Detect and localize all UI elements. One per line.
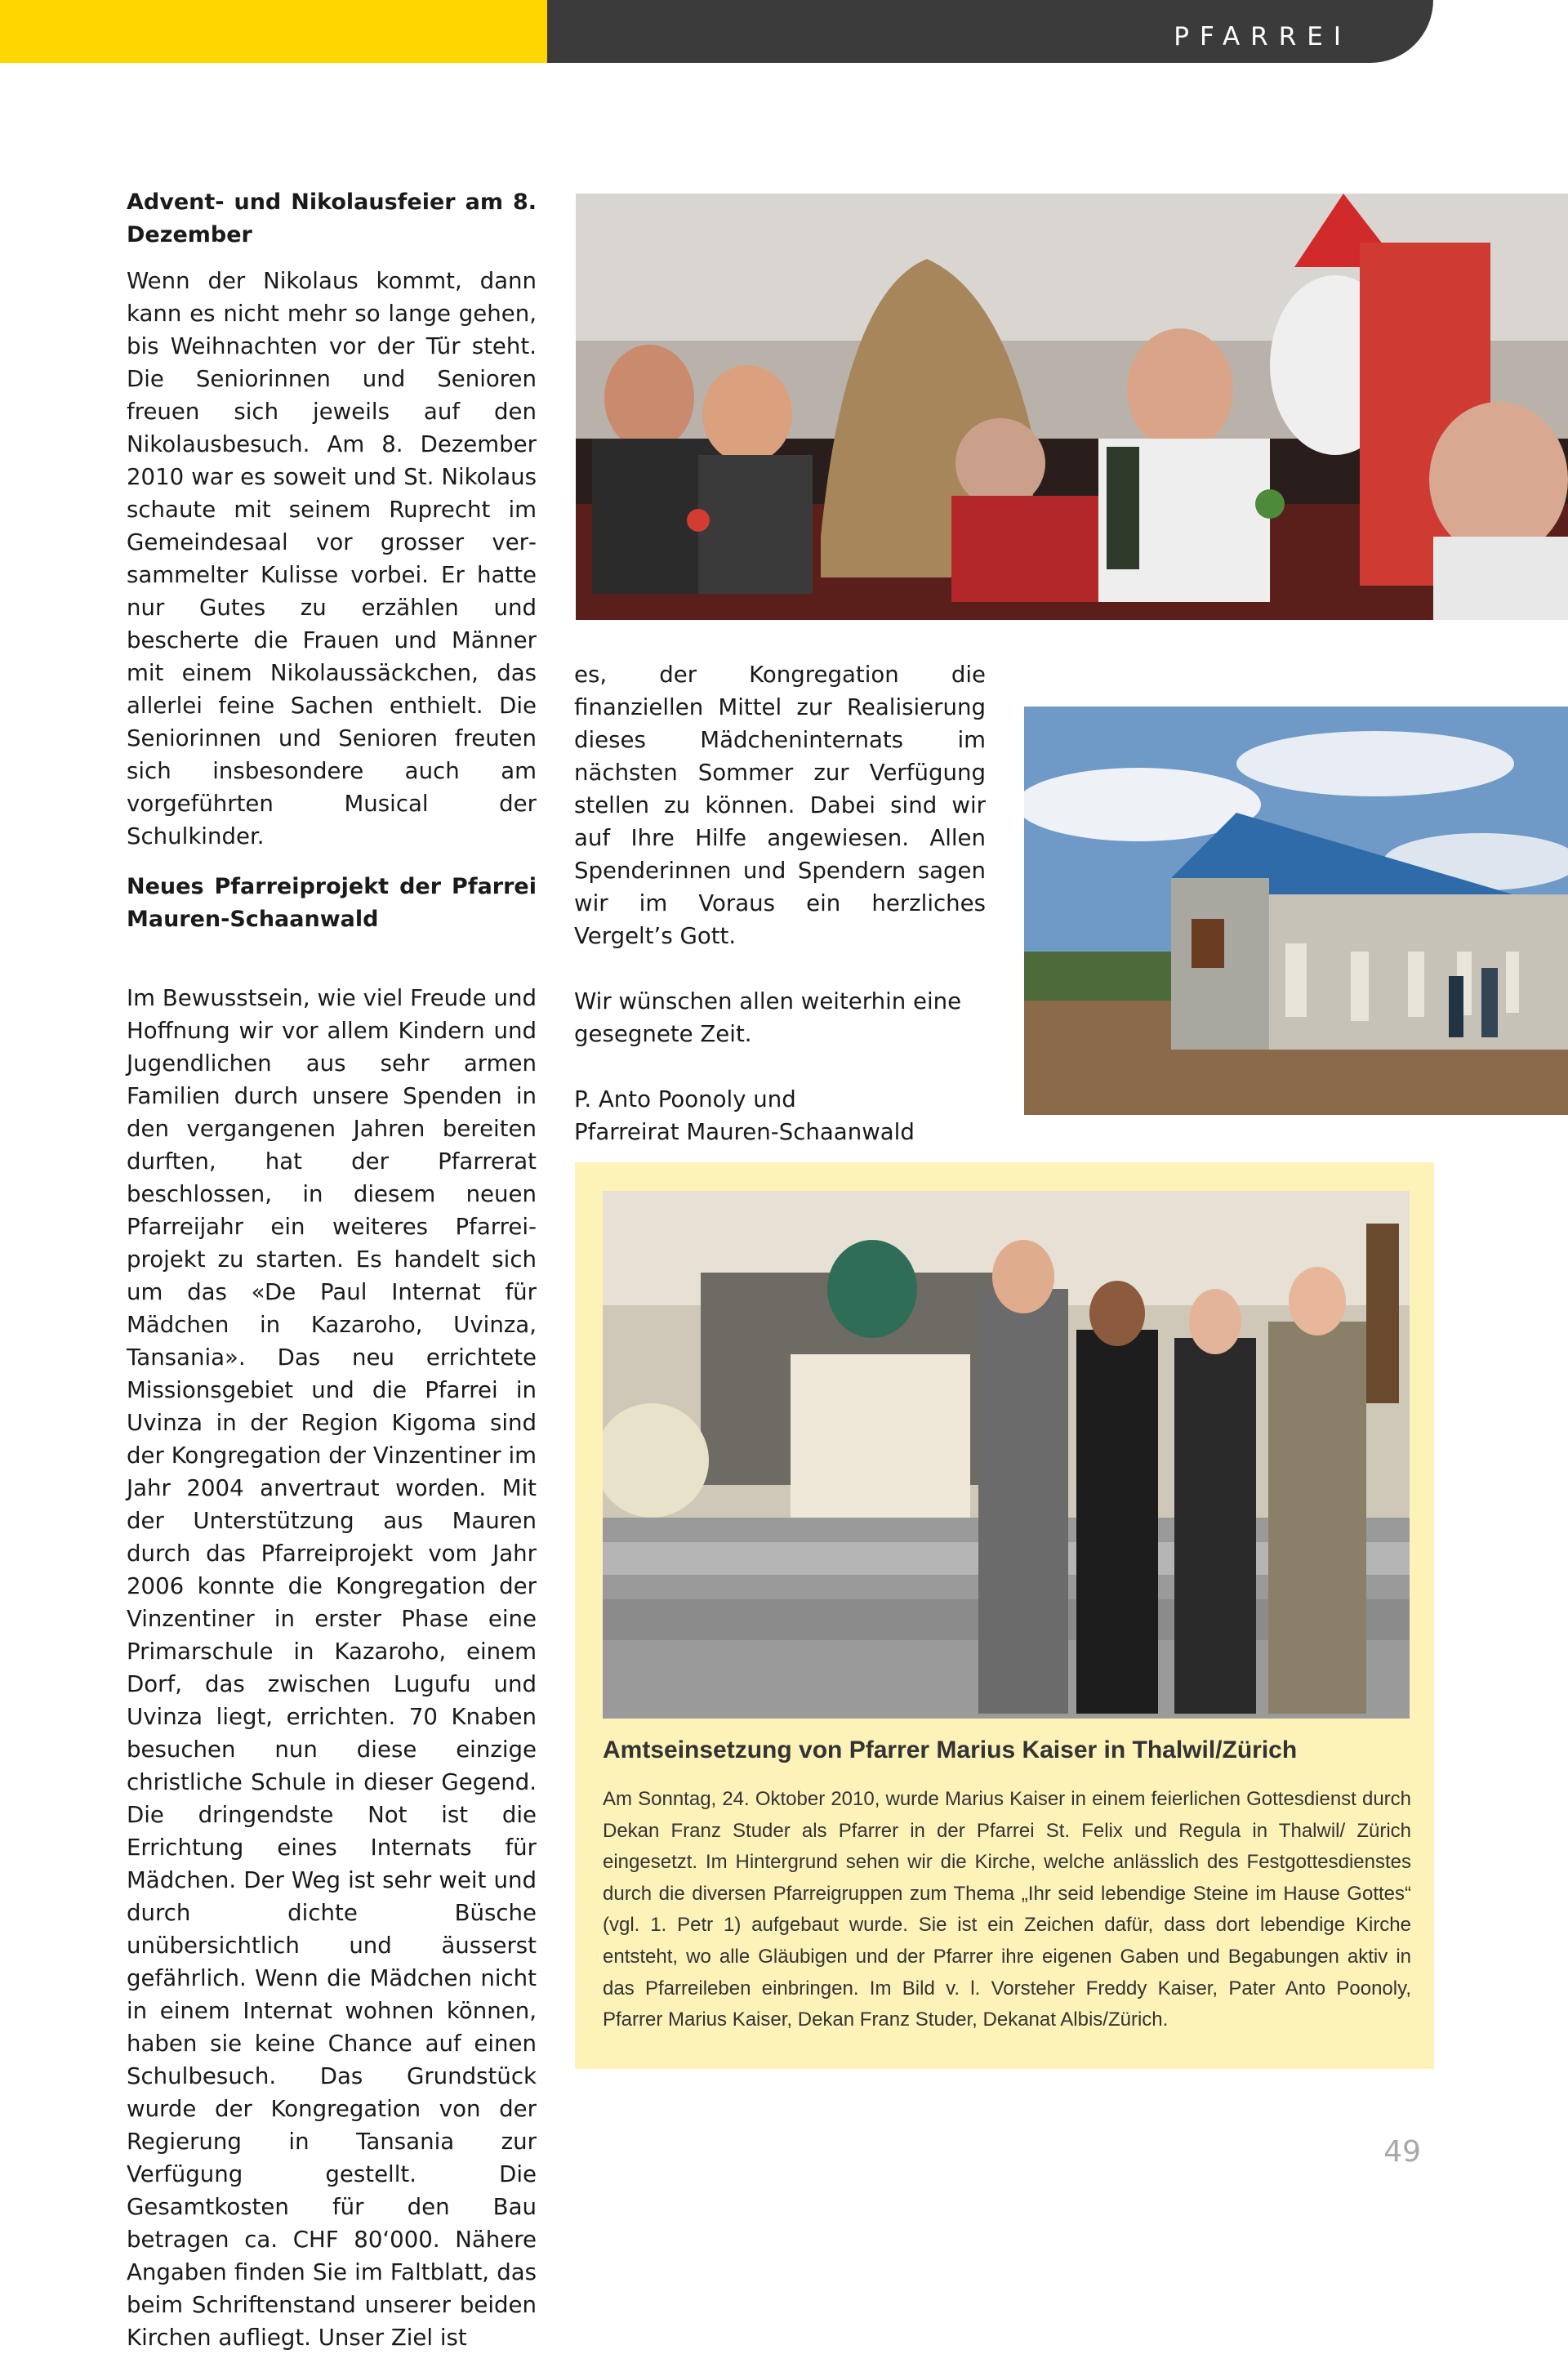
middle-column [574,658,986,1148]
internat-building-photo [1024,707,1568,1115]
article2-body: Im Bewusstsein, wie viel Freude und Hoffnung wir vor allem Kindern und Jugendlichen aus sehr armen Familien durch unsere Spenden in den vergangenen Jahren bereiten durften, hat der Pfarrerat beschlossen, in diesem neuen Pfarreijahr ein weiteres Pfarreiprojekt zu starten. Es handelt sich um das «De Paul Internat für Mädchen in Kazaroho, Uvinza, Tansania». Das neu errichtete Missionsgebiet und die Pfarrei in Uvinza in der Region Kigoma sind der Kongregation der Vinzentiner im Jahr 2004 anvertraut worden. Mit der Unterstützung aus Mauren durch das Pfarreiprojekt vom Jahr 2006 konnte die Kongregation der Vinzentiner in erster Phase eine Primarschule in Kazaroho, einem Dorf, das zwischen Lugufu und Uvinza liegt, errichten. 70 Knaben besuchen nun diese einzige christliche Schule in dieser Gegend. Die dringendste Not ist die Errichtung eines Internats für Mädchen. Der Weg ist sehr weit und durch dichte Büsche unübersichtlich und äusserst gefährlich. Wenn die Mädchen nicht in einem Internat wohnen können, haben sie keine Chance auf einen Schulbesuch. Das Grundstück wurde der Kongregation von der Regierung in Tansania zur Verfügung gestellt. Die Gesamtkosten für den Bau betragen ca. CHF 80‘000. Nähere Angaben finden Sie im Faltblatt, das beim Schriftenstand unserer beiden Kirchen aufliegt. Unser Ziel ist [127,984,537,2351]
article2-continuation: es, der Kongregation die finanziellen Mittel zur Realisierung dieses Mädcheninternats im nächsten Sommer zur Verfügung stellen zu können. Dabei sind wir auf Ihre Hilfe angewiesen. Allen Spenderinnen und Spendern sagen wir im Voraus ein herzliches Vergelt’s Gott. [574,661,986,949]
article1-title: Advent- und Nikolausfeier am 8. Dezember [127,189,537,247]
closing-greeting: Wir wünschen allen weiterhin eine gesegnete Zeit. [574,988,962,1047]
header-accent-bar [0,0,547,63]
amtseinsetzung-photo [603,1191,1410,1719]
signature-line1: P. Anto Poonoly und [574,1086,796,1112]
article2-title: Neues Pfarreiprojekt der Pfarrei Mauren-Schaanwald [127,874,537,932]
article1-body: Wenn der Nikolaus kommt, dann kann es nicht mehr so lange gehen, bis Weihnachten vor der Tür steht. Die Seniorinnen und Senioren freuen sich jeweils auf den Nikolausbesuch. Am 8. Dezember 2010 war es soweit und St. Nikolaus schaute mit seinem Ruprecht im Gemeindesaal vor grosser versammelter Kulisse vorbei. Er hatte nur Gutes zu erzählen und bescherte die Frauen und Männer mit einem Nikolaussäckchen, das allerlei feine Sachen enthielt. Die Seniorinnen und Senioren freuten sich insbesondere auch am vorgeführten Musical der Schulkinder. [127,267,537,849]
page-number: 49 [1383,2135,1421,2169]
section-label: PFARREI [1174,22,1352,51]
infobox-body: Am Sonntag, 24. Oktober 2010, wurde Marius Kaiser in einem feierlichen Gottesdienst durch Dekan Franz Studer als Pfarrer in der Pfarrei St. Felix und Regula in Thalwil/ Zürich eingesetzt. Im Hintergrund sehen wir die Kirche, welche anlässlich des Festgottesdienstes durch die diversen Pfarreigruppen zum Thema „Ihr seid lebendige Steine im Hause Gottes“ (vgl. 1. Petr 1) aufgebaut wurde. Sie ist ein Zeichen dafür, dass dort lebendige Kirche entsteht, wo alle Gläubigen und der Pfarrer ihre eigenen Gaben und Begabungen aktiv in das Pfarreileben einbringen. Im Bild v. l. Vorsteher Freddy Kaiser, Pater Anto Poonoly, Pfarrer Marius Kaiser, Dekan Franz Studer, Dekanat Albis/Zürich. [603,1788,1411,2031]
signature-line2: Pfarreirat Mauren-Schaanwald [574,1118,915,1145]
nikolaus-celebration-photo [576,194,1568,620]
left-column [127,186,537,2354]
infobox-title: Amtseinsetzung von Pfarrer Marius Kaiser in Thalwil/Zürich [603,1737,1298,1763]
